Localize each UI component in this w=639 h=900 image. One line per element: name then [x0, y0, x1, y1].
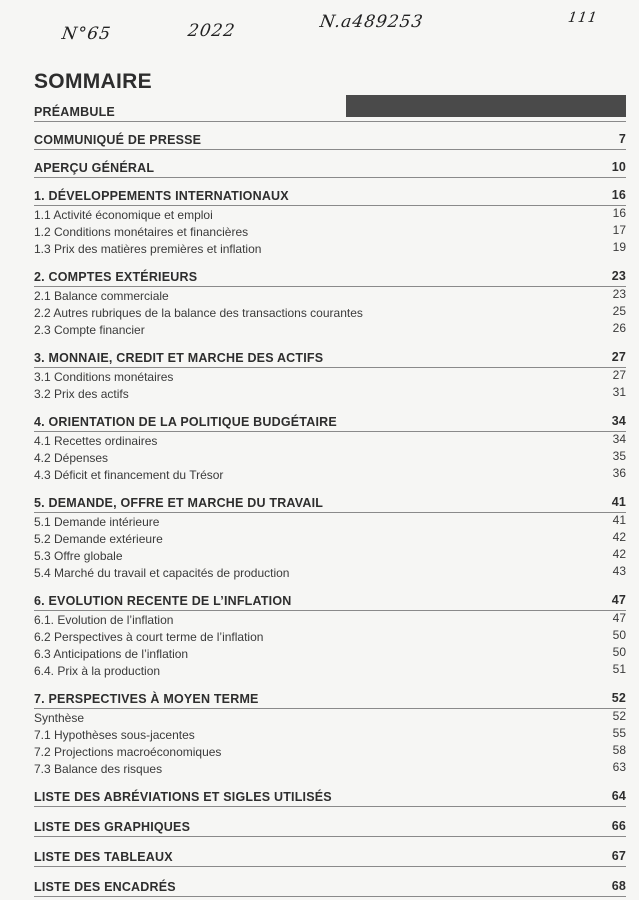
- toc-entry-label: 4.3 Déficit et financement du Trésor: [34, 468, 224, 482]
- toc-section-page: 47: [611, 593, 626, 607]
- handwritten-mark: 111: [566, 10, 599, 26]
- toc-section-label: LISTE DES ENCADRÉS: [34, 880, 176, 894]
- toc-section-label: COMMUNIQUÉ DE PRESSE: [34, 133, 202, 147]
- toc-entry-page: 42: [612, 530, 626, 544]
- toc-entry-label: 5.1 Demande intérieure: [34, 515, 160, 529]
- toc-section-heading[interactable]: [34, 495, 626, 513]
- toc-section-heading[interactable]: [34, 160, 626, 178]
- toc-entry[interactable]: [34, 662, 626, 679]
- toc-section-page: 68: [611, 879, 626, 893]
- toc-section-page: 66: [611, 819, 626, 833]
- toc-entry-label: 1.1 Activité économique et emploi: [34, 208, 213, 222]
- toc-entry-label: 6.3 Anticipations de l’inflation: [34, 647, 189, 661]
- toc-entry[interactable]: [34, 321, 626, 338]
- toc-entry[interactable]: [34, 466, 626, 483]
- toc-entry-page: 25: [612, 304, 626, 318]
- toc-section-page: 52: [611, 691, 626, 705]
- toc-section-label: 6. EVOLUTION RECENTE DE L’INFLATION: [34, 594, 292, 608]
- table-of-contents: [34, 104, 626, 897]
- toc-entry-label: 5.2 Demande extérieure: [34, 532, 163, 546]
- toc-section-label: LISTE DES TABLEAUX: [34, 850, 173, 864]
- toc-section: [34, 350, 626, 402]
- toc-entry[interactable]: [34, 530, 626, 547]
- toc-section-label: LISTE DES ABRÉVIATIONS ET SIGLES UTILISÉS: [34, 790, 332, 804]
- toc-entry-label: 7.1 Hypothèses sous-jacentes: [34, 728, 195, 742]
- toc-section: [34, 104, 626, 122]
- toc-entry-label: 2.2 Autres rubriques de la balance des transactions courantes: [34, 306, 363, 320]
- toc-entry-label: 6.2 Perspectives à court terme de l’inflation: [34, 630, 264, 644]
- toc-section-heading[interactable]: [34, 350, 626, 368]
- toc-section-label: 4. ORIENTATION DE LA POLITIQUE BUDGÉTAIRE: [34, 415, 337, 429]
- handwritten-annotations: [0, 0, 639, 50]
- toc-entry-label: 2.1 Balance commerciale: [34, 289, 169, 303]
- toc-entry[interactable]: [34, 547, 626, 564]
- toc-entry-label: 4.1 Recettes ordinaires: [34, 434, 158, 448]
- toc-section-heading[interactable]: [34, 132, 626, 150]
- toc-section-heading[interactable]: [34, 593, 626, 611]
- toc-entry[interactable]: [34, 628, 626, 645]
- toc-entry-label: 5.4 Marché du travail et capacités de production: [34, 566, 290, 580]
- toc-entry-label: 6.4. Prix à la production: [34, 664, 161, 678]
- toc-entry-page: 26: [612, 321, 626, 335]
- toc-section: [34, 789, 626, 807]
- toc-section-label: 5. DEMANDE, OFFRE ET MARCHE DU TRAVAIL: [34, 496, 324, 510]
- toc-entry-label: 1.2 Conditions monétaires et financières: [34, 225, 249, 239]
- toc-entry[interactable]: [34, 726, 626, 743]
- toc-entry-label: 4.2 Dépenses: [34, 451, 109, 465]
- toc-entry-page: 17: [612, 223, 626, 237]
- toc-entry-label: 2.3 Compte financier: [34, 323, 145, 337]
- toc-entry-page: 34: [612, 432, 626, 446]
- toc-section: [34, 819, 626, 837]
- toc-section-heading[interactable]: [34, 104, 626, 122]
- toc-section-page: 16: [611, 188, 626, 202]
- toc-entry[interactable]: [34, 304, 626, 321]
- toc-entry[interactable]: [34, 385, 626, 402]
- toc-entry-page: 27: [612, 368, 626, 382]
- toc-section: [34, 132, 626, 150]
- toc-entry-page: 42: [612, 547, 626, 561]
- toc-section-page: 64: [611, 789, 626, 803]
- toc-section: [34, 495, 626, 581]
- toc-entry-page: 43: [612, 564, 626, 578]
- handwritten-year: 2022: [186, 21, 237, 41]
- toc-section-heading[interactable]: [34, 789, 626, 807]
- toc-entry-page: 58: [612, 743, 626, 757]
- toc-section-label: PRÉAMBULE: [34, 105, 115, 119]
- toc-section-heading[interactable]: [34, 188, 626, 206]
- toc-section-label: 2. COMPTES EXTÉRIEURS: [34, 270, 198, 284]
- handwritten-reference: N.a489253: [318, 12, 425, 32]
- toc-entry-page: 16: [612, 206, 626, 220]
- toc-section: [34, 188, 626, 257]
- toc-entry-label: 5.3 Offre globale: [34, 549, 123, 563]
- toc-entry-page: 50: [612, 645, 626, 659]
- toc-section-page: 41: [611, 495, 626, 509]
- toc-entry-label: 3.1 Conditions monétaires: [34, 370, 174, 384]
- toc-section-label: LISTE DES GRAPHIQUES: [34, 820, 191, 834]
- toc-entry[interactable]: [34, 709, 626, 726]
- toc-section-page: 67: [611, 849, 626, 863]
- toc-entry-label: 3.2 Prix des actifs: [34, 387, 129, 401]
- handwritten-number: N°65: [60, 24, 113, 44]
- toc-section-page: 10: [611, 160, 626, 174]
- toc-entry[interactable]: [34, 513, 626, 530]
- toc-section-page: 34: [611, 414, 626, 428]
- toc-entry-page: 63: [612, 760, 626, 774]
- toc-section-label: 1. DÉVELOPPEMENTS INTERNATIONAUX: [34, 189, 289, 203]
- toc-entry[interactable]: [34, 760, 626, 777]
- toc-entry-label: 7.3 Balance des risques: [34, 762, 163, 776]
- toc-entry-label: 1.3 Prix des matières premières et inflation: [34, 242, 262, 256]
- toc-entry-page: 55: [612, 726, 626, 740]
- toc-section-label: APERÇU GÉNÉRAL: [34, 161, 155, 175]
- toc-entry[interactable]: [34, 206, 626, 223]
- toc-section-label: 7. PERSPECTIVES À MOYEN TERME: [34, 692, 259, 706]
- toc-entry-page: 52: [612, 709, 626, 723]
- toc-section: [34, 593, 626, 679]
- toc-entry-page: 35: [612, 449, 626, 463]
- toc-entry-page: 31: [612, 385, 626, 399]
- toc-entry-label: 6.1. Evolution de l’inflation: [34, 613, 174, 627]
- toc-section: [34, 160, 626, 178]
- toc-entry[interactable]: [34, 432, 626, 449]
- toc-section: [34, 414, 626, 483]
- toc-entry[interactable]: [34, 240, 626, 257]
- toc-section: [34, 849, 626, 867]
- toc-entry[interactable]: [34, 287, 626, 304]
- page-title: SOMMAIRE: [34, 70, 152, 93]
- toc-entry-page: 41: [612, 513, 626, 527]
- toc-section-page: 23: [611, 269, 626, 283]
- toc-entry-page: 19: [612, 240, 626, 254]
- toc-entry[interactable]: [34, 368, 626, 385]
- toc-entry-page: 50: [612, 628, 626, 642]
- toc-entry-page: 51: [612, 662, 626, 676]
- toc-entry[interactable]: [34, 223, 626, 240]
- toc-section-heading[interactable]: [34, 879, 626, 897]
- toc-entry[interactable]: [34, 611, 626, 628]
- toc-entry[interactable]: [34, 564, 626, 581]
- toc-section-heading[interactable]: [34, 269, 626, 287]
- toc-section-heading[interactable]: [34, 819, 626, 837]
- toc-entry-page: 47: [612, 611, 626, 625]
- toc-section-page: 27: [611, 350, 626, 364]
- toc-section-heading[interactable]: [34, 691, 626, 709]
- toc-section-heading[interactable]: [34, 849, 626, 867]
- toc-entry-label: 7.2 Projections macroéconomiques: [34, 745, 222, 759]
- toc-entry[interactable]: [34, 743, 626, 760]
- toc-entry-page: 36: [612, 466, 626, 480]
- toc-section-page: 7: [618, 132, 626, 146]
- toc-entry[interactable]: [34, 449, 626, 466]
- toc-section: [34, 879, 626, 897]
- toc-entry-label: Synthèse: [34, 711, 85, 725]
- toc-section-label: 3. MONNAIE, CREDIT ET MARCHE DES ACTIFS: [34, 351, 324, 365]
- toc-section-heading[interactable]: [34, 414, 626, 432]
- toc-entry[interactable]: [34, 645, 626, 662]
- toc-entry-page: 23: [612, 287, 626, 301]
- toc-section: [34, 691, 626, 777]
- toc-section: [34, 269, 626, 338]
